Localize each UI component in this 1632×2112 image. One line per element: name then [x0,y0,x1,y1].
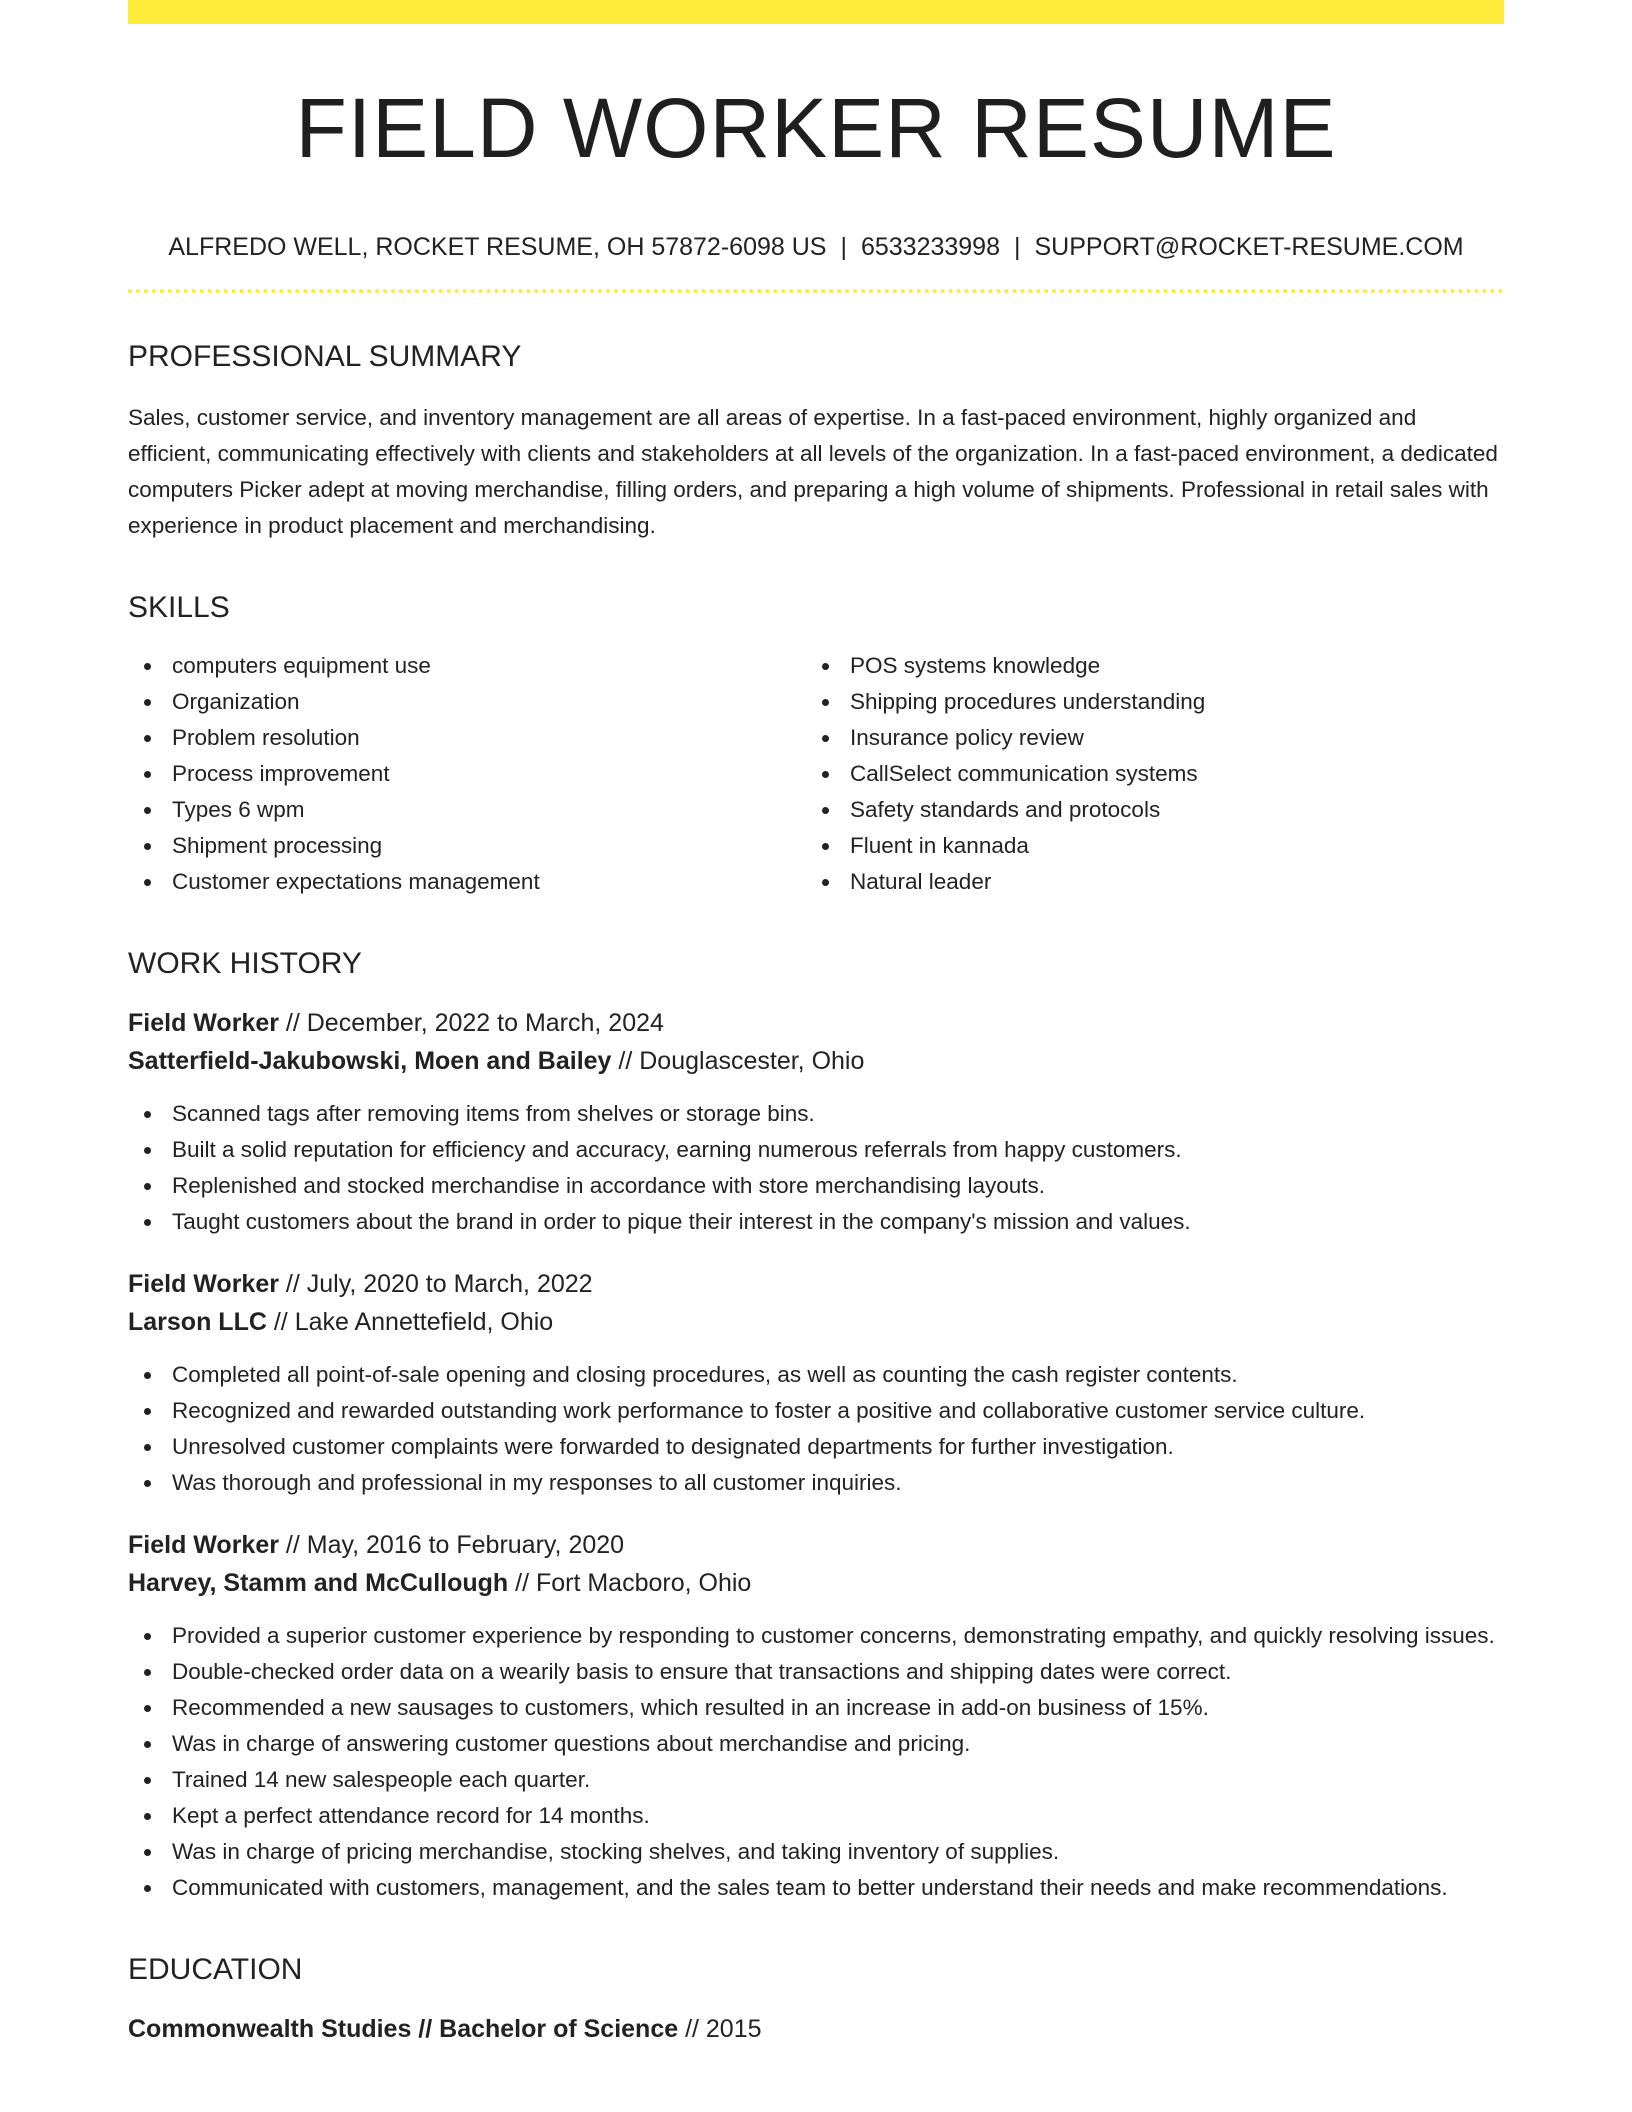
list-item: Natural leader [850,864,1484,900]
list-item: Recognized and rewarded outstanding work performance to foster a positive and collaborative customer service culture. [172,1393,1504,1429]
job-bullets [128,1357,1504,1501]
job-company: Satterfield-Jakubowski, Moen and Bailey [128,1047,612,1075]
job-location: // Fort Macboro, Ohio [508,1569,752,1597]
list-item: Kept a perfect attendance record for 14 months. [172,1798,1504,1834]
list-item: Shipment processing [172,828,806,864]
resume-page [128,0,1504,2112]
job-dates: // May, 2016 to February, 2020 [278,1531,625,1559]
skills-heading: SKILLS [128,591,230,624]
skills-column-left [128,648,806,900]
education-degree: Commonwealth Studies // Bachelor of Science [128,2015,679,2043]
list-item: Shipping procedures understanding [850,684,1484,720]
job-title-line [128,1265,1504,1303]
job-entry [128,1526,1504,1906]
job-company: Larson LLC [128,1308,267,1336]
resume-title: FIELD WORKER RESUME [295,81,1337,175]
dotted-divider [128,289,1504,293]
work-history-list [128,1004,1504,1906]
work-history-heading: WORK HISTORY [128,947,362,980]
contact-email: SUPPORT@ROCKET-RESUME.COM [1034,233,1464,261]
job-company-line [128,1564,1504,1602]
job-title-line [128,1004,1504,1042]
education-entry [128,2010,1504,2048]
job-bullets [128,1096,1504,1240]
list-item: Was in charge of pricing merchandise, stocking shelves, and taking inventory of supplies. [172,1834,1504,1870]
job-title: Field Worker [128,1531,279,1559]
list-item: Was in charge of answering customer questions about merchandise and pricing. [172,1726,1504,1762]
job-entry [128,1004,1504,1240]
job-entry [128,1265,1504,1501]
contact-separator: | [1014,233,1021,261]
list-item: Replenished and stocked merchandise in accordance with store merchandising layouts. [172,1168,1504,1204]
list-item: Unresolved customer complaints were forwarded to designated departments for further investigation. [172,1429,1504,1465]
job-company: Harvey, Stamm and McCullough [128,1569,509,1597]
skills-column-right [806,648,1484,900]
list-item: Organization [172,684,806,720]
skills-list [128,648,1504,900]
contact-phone: 6533233998 [860,233,1000,261]
list-item: Was thorough and professional in my responses to all customer inquiries. [172,1465,1504,1501]
list-item: Completed all point-of-sale opening and closing procedures, as well as counting the cash register contents. [172,1357,1504,1393]
list-item: Scanned tags after removing items from shelves or storage bins. [172,1096,1504,1132]
list-item: Recommended a new sausages to customers, which resulted in an increase in add-on business of 15%. [172,1690,1504,1726]
job-dates: // December, 2022 to March, 2024 [278,1009,664,1037]
list-item: Trained 14 new salespeople each quarter. [172,1762,1504,1798]
summary-heading: PROFESSIONAL SUMMARY [128,340,522,373]
list-item: Taught customers about the brand in order to pique their interest in the company's mission and values. [172,1204,1504,1240]
summary-text: Sales, customer service, and inventory management are all areas of expertise. In a fast-paced environment, highly organized and efficient, communicating effectively with clients and stakeholders at all levels of the organization. In a fast-paced environment, a dedicated computers Picker adept at moving merchandise, filling orders, and preparing a high volume of shipments. Professional in retail sales with experience in product placement and merchandising. [128,405,1498,538]
list-item: Process improvement [172,756,806,792]
job-title: Field Worker [128,1270,279,1298]
list-item: CallSelect communication systems [850,756,1484,792]
job-title: Field Worker [128,1009,279,1037]
job-company-line [128,1303,1504,1341]
job-location: // Douglascester, Ohio [611,1047,865,1075]
job-location: // Lake Annettefield, Ohio [266,1308,554,1336]
list-item: computers equipment use [172,648,806,684]
contact-line [128,232,1504,262]
list-item: Problem resolution [172,720,806,756]
job-bullets [128,1618,1504,1906]
list-item: Communicated with customers, management, and the sales team to better understand their needs and make recommendations. [172,1870,1504,1906]
list-item: Built a solid reputation for efficiency and accuracy, earning numerous referrals from happy customers. [172,1132,1504,1168]
list-item: Customer expectations management [172,864,806,900]
list-item: Insurance policy review [850,720,1484,756]
job-dates: // July, 2020 to March, 2022 [278,1270,593,1298]
education-heading: EDUCATION [128,1953,303,1986]
list-item: Double-checked order data on a wearily basis to ensure that transactions and shipping dates were correct. [172,1654,1504,1690]
list-item: Safety standards and protocols [850,792,1484,828]
job-company-line [128,1042,1504,1080]
education-year: // 2015 [678,2015,762,2043]
list-item: POS systems knowledge [850,648,1484,684]
contact-separator: | [840,233,847,261]
contact-address: ALFREDO WELL, ROCKET RESUME, OH 57872-6098 US [168,233,827,261]
list-item: Fluent in kannada [850,828,1484,864]
list-item: Provided a superior customer experience by responding to customer concerns, demonstrating empathy, and quickly resolving issues. [172,1618,1504,1654]
accent-top-bar [128,0,1504,24]
job-title-line [128,1526,1504,1564]
list-item: Types 6 wpm [172,792,806,828]
